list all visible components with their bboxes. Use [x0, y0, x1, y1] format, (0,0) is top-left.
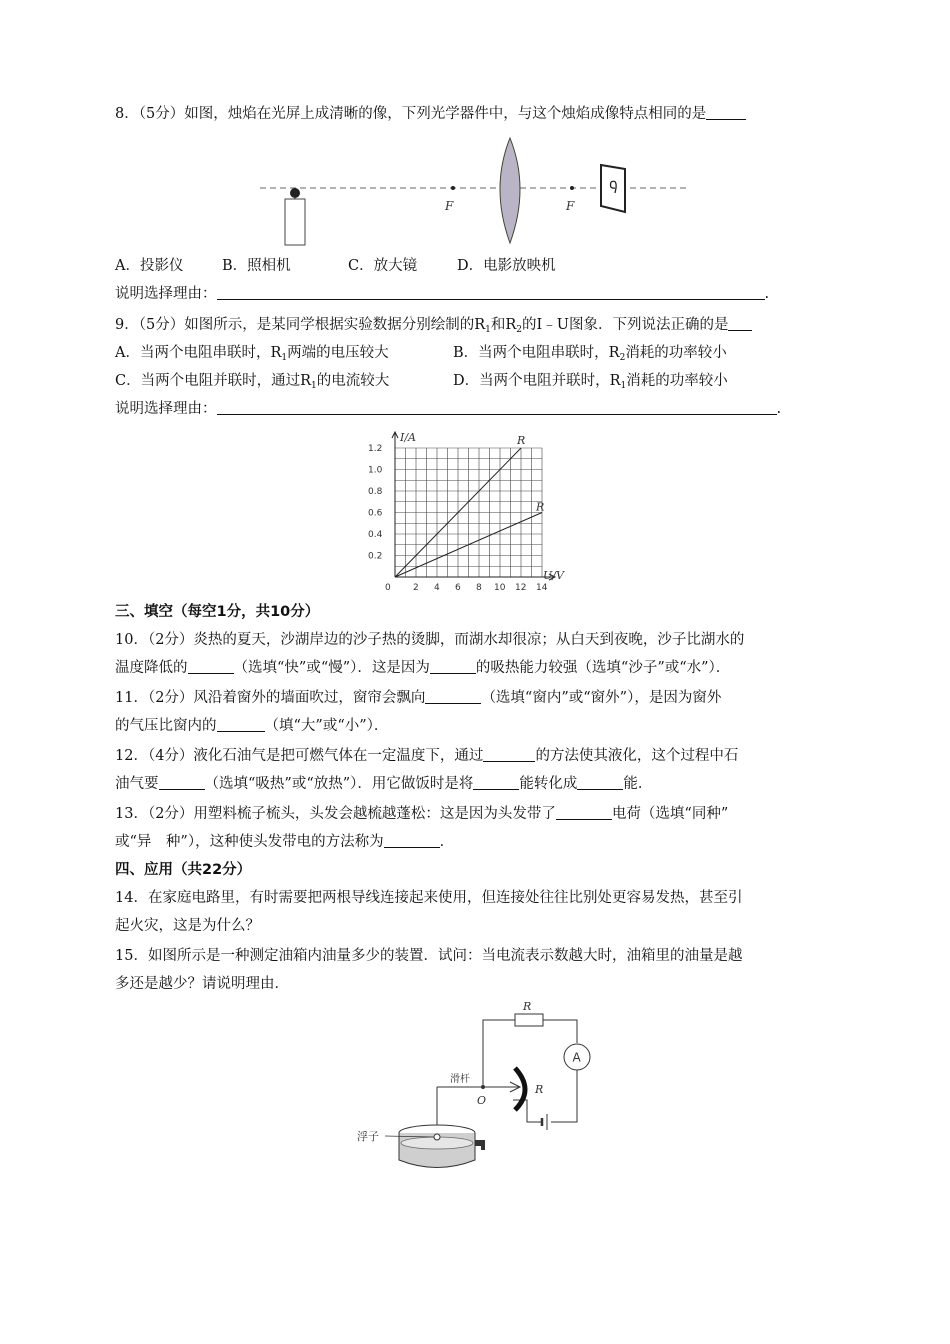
rheostat-label: R [535, 1083, 544, 1096]
q11-blank-2[interactable] [217, 717, 265, 732]
candle-body [285, 199, 305, 245]
q11-text-a: 11．（2分）风沿着窗外的墙面吹过，窗帘会飘向 [115, 690, 426, 706]
q8-option-d[interactable]: D．电影放映机 [457, 258, 556, 274]
q14-line2: 起火灾，这是为什么？ [115, 918, 260, 934]
q10-text-b: （选填“快”或“慢”）．这是因为 [233, 660, 430, 676]
pivot-point [481, 1085, 485, 1089]
q13-text-b: 电荷（选填“同种” [611, 806, 729, 822]
q11-text-c: 的气压比窗内的 [115, 718, 217, 734]
q12-text-e: 能转化成 [519, 776, 578, 792]
q8-stem: 8．（5分）如图，烛焰在光屏上成清晰的像，下列光学器件中，与这个烛焰成像特点相同的是 [115, 106, 707, 122]
tank-valve [475, 1140, 485, 1150]
circuit-wire-right [551, 1070, 577, 1122]
q10-text-a: 温度降低的 [115, 660, 188, 676]
focus-label-right: F [566, 199, 575, 213]
q11-text-b: （选填“窗内”或“窗外”），是因为窗外 [481, 690, 722, 706]
y-axis-label: I/A [400, 431, 416, 444]
chart-grid [395, 448, 545, 577]
q8-reason-line [115, 284, 769, 304]
q12-text-c: 油气要 [115, 776, 159, 792]
q8-reason-end: . [764, 286, 770, 302]
q9-option-a[interactable]: A．当两个电阻串联时，$R_1$两端的电压较大 [115, 345, 389, 363]
iu-chart [355, 422, 570, 597]
fixed-resistor [515, 1014, 543, 1026]
q13-text-d: ． [439, 834, 455, 850]
q12-text-d: （选填“吸热”或“放热”）．用它做饭时是将 [204, 776, 474, 792]
q8-answer-blank[interactable] [706, 105, 746, 120]
series-label-1: R [517, 434, 526, 447]
q9-option-d[interactable]: D．当两个电阻并联时，$R_1$消耗的功率较小 [453, 373, 728, 391]
x-tick-label: 14 [536, 583, 548, 593]
q13-blank-1[interactable] [556, 805, 612, 820]
x-tick-label: 12 [515, 583, 527, 593]
q12-text-a: 12．（4分）液化石油气是把可燃气体在一定温度下，通过 [115, 748, 484, 764]
q8-option-b[interactable]: B．照相机 [222, 258, 291, 274]
q12-text-b: 的方法使其液化，这个过程中石 [535, 748, 739, 764]
float [434, 1134, 440, 1140]
q9-options-row1 [115, 343, 727, 368]
x-tick-label: 10 [494, 583, 506, 593]
y-tick-label: 0.8 [368, 487, 383, 497]
x-axis-label: U/V [543, 569, 564, 582]
y-tick-label: 0.2 [368, 551, 383, 562]
q11-line1 [115, 688, 721, 708]
q9-reason-blank[interactable] [217, 400, 777, 415]
section4-title: 四、应用（共22分） [115, 862, 252, 878]
q10-blank-1[interactable] [188, 659, 234, 674]
q8-reason-label: 说明选择理由： [115, 286, 217, 302]
q9-option-b[interactable]: B．当两个电阻串联时，$R_2$消耗的功率较小 [453, 345, 727, 363]
x-tick-label: 0 [385, 583, 391, 593]
series-label-2: R [536, 500, 545, 514]
q10-line2 [115, 658, 730, 678]
q11-line2 [115, 716, 388, 736]
q8-reason-blank[interactable] [217, 285, 765, 300]
lever-label: 滑杆 [450, 1074, 470, 1085]
q12-blank-4[interactable] [577, 775, 623, 790]
q9-answer-blank[interactable] [728, 316, 752, 331]
float-label: 浮子 [357, 1130, 379, 1143]
q12-line2 [115, 774, 652, 794]
q9-reason-end: . [776, 401, 782, 417]
q9-sub1: 1 [485, 325, 491, 335]
focus-point-left [451, 186, 455, 190]
q9-reason-label: 说明选择理由： [115, 401, 217, 417]
section3-title: 三、填空（每空1分，共10分） [115, 604, 320, 620]
q8-stem-line [115, 104, 746, 124]
y-tick-label: 1.0 [368, 465, 383, 476]
q13-line2 [115, 832, 454, 852]
q10-line1: 10．（2分）炎热的夏天，沙湖岸边的沙子热的烫脚，而湖水却很凉；从白天到夜晚，沙子比湖水的 [115, 632, 745, 648]
y-tick-label: 0.6 [368, 508, 383, 519]
circuit-wire-top [483, 1020, 577, 1087]
q9-stem-a: 9．（5分）如图所示，是某同学根据实验数据分别绘制的R [115, 317, 486, 333]
q9-sub2: 2 [516, 325, 523, 335]
y-tick-label: 1.2 [368, 444, 383, 454]
q13-text-c: 或“异 种”），这种使头发带电的方法称为 [115, 834, 384, 850]
q8-option-a[interactable]: A．投影仪 [115, 258, 184, 274]
focus-point-right [570, 186, 574, 190]
x-tick-label: 6 [455, 583, 461, 593]
q9-option-c[interactable]: C．当两个电阻并联时，通过$R_1$的电流较大 [115, 373, 390, 391]
q8-options [115, 256, 556, 276]
q10-blank-2[interactable] [430, 659, 476, 674]
convex-lens [500, 138, 520, 243]
q10-text-c: 的吸热能力较强（选填“沙子”或“水”）． [475, 660, 731, 676]
x-tick-label: 2 [413, 583, 419, 593]
y-tick-label: 0.4 [368, 530, 383, 540]
q9-reason-line [115, 399, 781, 419]
focus-label-left: F [445, 199, 454, 213]
x-tick-label: 4 [434, 583, 440, 593]
q11-text-d: （填“大”或“小”）． [264, 718, 389, 734]
q13-text-a: 13．（2分）用塑料梳子梳头，头发会越梳越蓬松：这是因为头发带了 [115, 806, 556, 822]
q9-options-row2 [115, 371, 728, 396]
q8-option-c[interactable]: C．放大镜 [348, 258, 418, 274]
resistor-label: R [523, 1000, 532, 1013]
q13-blank-2[interactable] [384, 833, 440, 848]
q13-line1 [115, 804, 728, 824]
ammeter-label: A [572, 1050, 581, 1065]
q9-stem-b: 和R [490, 317, 517, 333]
q14-line1: 14．在家庭电路里，有时需要把两根导线连接起来使用，但连接处往往比别处更容易发热，甚至引 [115, 890, 743, 906]
q12-blank-2[interactable] [159, 775, 205, 790]
candle-flame [290, 188, 300, 198]
q12-text-f: 能． [623, 776, 653, 792]
q11-blank-1[interactable] [425, 689, 481, 704]
q15-oil-gauge-figure [355, 1000, 615, 1175]
x-tick-label: 8 [476, 583, 482, 593]
q15-line2: 多还是越少？请说明理由． [115, 976, 289, 992]
q9-stem-c: 的I﹣U图象．下列说法正确的是 [522, 317, 729, 333]
q15-line1: 15．如图所示是一种测定油箱内油量多少的装置．试问：当电流表示数越大时，油箱里的油量是越 [115, 948, 743, 964]
q9-stem-line [115, 315, 752, 340]
q8-lens-figure [255, 135, 695, 250]
q12-blank-1[interactable] [483, 747, 535, 762]
q12-blank-3[interactable] [473, 775, 519, 790]
q12-line1 [115, 746, 738, 766]
pivot-label: O [477, 1094, 487, 1107]
